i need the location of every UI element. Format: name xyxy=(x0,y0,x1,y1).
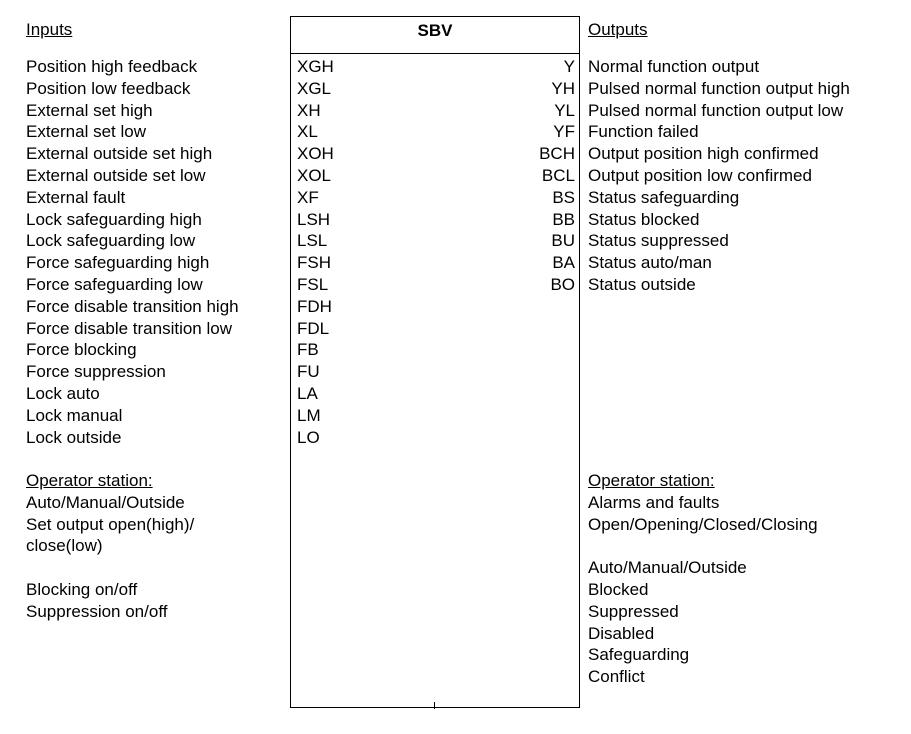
input-code: LM xyxy=(297,405,321,425)
output-code: YF xyxy=(553,122,575,142)
outputs-header: Outputs xyxy=(588,20,648,39)
input-signal-list xyxy=(26,56,239,448)
input-label: Force safeguarding low xyxy=(26,274,203,294)
input-code: FSL xyxy=(297,274,329,294)
input-label: Force disable transition low xyxy=(26,318,232,338)
input-code: LSH xyxy=(297,209,331,229)
output-code: BS xyxy=(552,187,575,207)
output-operator-line: Alarms and faults xyxy=(588,492,720,512)
sbv-title: SBV xyxy=(417,21,453,40)
sbv-title-divider xyxy=(290,53,580,54)
output-code: Y xyxy=(563,57,575,76)
output-label: Function failed xyxy=(588,122,699,142)
input-operator-station xyxy=(26,470,194,623)
output-label: Status suppressed xyxy=(588,231,729,251)
output-label: Status outside xyxy=(588,274,696,294)
input-operator-line: Blocking on/off xyxy=(26,579,138,599)
input-label: External fault xyxy=(26,187,126,207)
output-label: Status auto/man xyxy=(588,253,712,273)
output-label: Normal function output xyxy=(588,57,760,76)
output-code-list xyxy=(480,56,575,296)
input-code: XOL xyxy=(297,165,332,185)
input-operator-line: close(low) xyxy=(26,536,103,556)
sbv-bottom-tick xyxy=(434,702,435,709)
input-label: Force blocking xyxy=(26,340,137,360)
output-operator-line: Auto/Manual/Outside xyxy=(588,558,747,578)
output-code: BCH xyxy=(539,144,575,164)
input-label: Position low feedback xyxy=(26,78,191,98)
input-code: FSH xyxy=(297,253,331,273)
output-label: Status safeguarding xyxy=(588,187,740,207)
input-code: XL xyxy=(297,122,318,142)
input-label: Position high feedback xyxy=(26,57,198,76)
output-operator-station-header: Operator station: xyxy=(588,471,715,490)
input-code: LSL xyxy=(297,231,328,251)
output-label: Status blocked xyxy=(588,209,700,229)
input-label: External outside set high xyxy=(26,144,213,164)
input-code: XF xyxy=(297,187,319,207)
input-label: Lock auto xyxy=(26,383,100,403)
input-code: FU xyxy=(297,362,320,382)
output-operator-line: Suppressed xyxy=(588,601,679,621)
output-operator-line: Blocked xyxy=(588,579,649,599)
input-operator-line: Set output open(high)/ xyxy=(26,514,195,534)
input-code: XH xyxy=(297,100,321,120)
spacer xyxy=(26,557,194,579)
input-label: Lock manual xyxy=(26,405,123,425)
output-code: BA xyxy=(552,253,575,273)
output-operator-station xyxy=(588,470,818,688)
input-label: Lock safeguarding low xyxy=(26,231,196,251)
output-label: Pulsed normal function output high xyxy=(588,78,850,98)
input-code: XOH xyxy=(297,144,334,164)
input-label: External outside set low xyxy=(26,165,206,185)
inputs-header: Inputs xyxy=(26,20,73,39)
spacer xyxy=(588,535,818,557)
output-operator-line: Open/Opening/Closed/Closing xyxy=(588,514,818,534)
input-code: FDL xyxy=(297,318,330,338)
output-operator-line: Conflict xyxy=(588,667,645,687)
output-operator-line: Safeguarding xyxy=(588,645,690,665)
input-code: XGL xyxy=(297,78,332,98)
input-label: Force disable transition high xyxy=(26,296,239,316)
output-label: Output position low confirmed xyxy=(588,165,812,185)
input-code-list xyxy=(297,56,334,448)
input-operator-line: Auto/Manual/Outside xyxy=(26,492,185,512)
output-label: Pulsed normal function output low xyxy=(588,100,844,120)
output-code: BCL xyxy=(541,165,575,185)
output-operator-line: Disabled xyxy=(588,623,655,643)
output-code: BU xyxy=(551,231,575,251)
input-label: External set low xyxy=(26,122,146,142)
output-code: BB xyxy=(552,209,575,229)
input-operator-station-header: Operator station: xyxy=(26,471,153,490)
input-label: Force safeguarding high xyxy=(26,253,210,273)
output-code: YH xyxy=(551,78,575,98)
input-label: External set high xyxy=(26,100,153,120)
output-code: BO xyxy=(550,274,575,294)
input-code: LA xyxy=(297,383,318,403)
input-code: XGH xyxy=(297,57,334,76)
input-code: FDH xyxy=(297,296,332,316)
output-label: Output position high confirmed xyxy=(588,144,819,164)
input-label: Lock outside xyxy=(26,427,122,447)
output-code: YL xyxy=(554,100,575,120)
input-label: Force suppression xyxy=(26,362,166,382)
input-code: LO xyxy=(297,427,320,447)
input-label: Lock safeguarding high xyxy=(26,209,202,229)
input-code: FB xyxy=(297,340,319,360)
input-operator-line: Suppression on/off xyxy=(26,601,168,621)
output-signal-list xyxy=(588,56,850,296)
